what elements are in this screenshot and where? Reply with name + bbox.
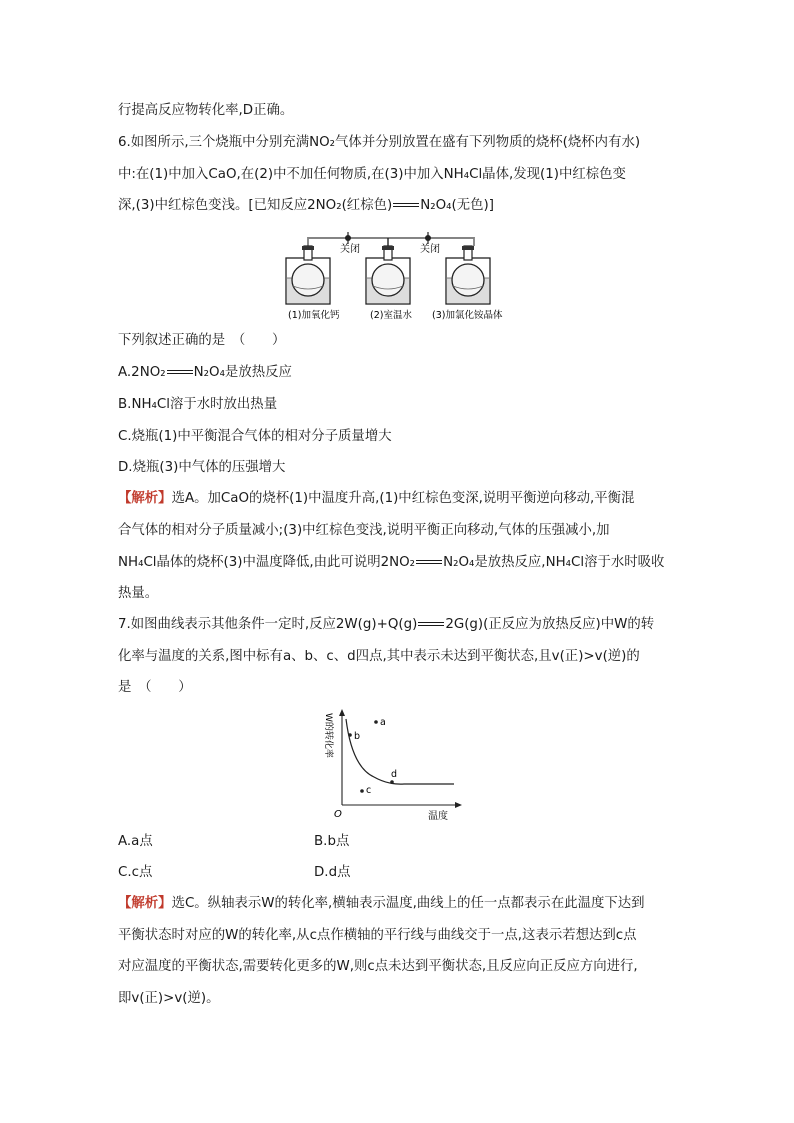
point-d	[390, 780, 394, 784]
equilibrium-arrow-icon	[393, 201, 419, 209]
text-fragment: N₂O₄(无色)]	[420, 198, 494, 213]
question-6-prompt: 下列叙述正确的是 （ ）	[118, 333, 286, 348]
equilibrium-arrow-icon	[416, 558, 442, 566]
text-line: 平衡状态时对应的W的转化率,从c点作横轴的平行线与曲线交于一点,这表示若想达到c点	[118, 928, 637, 943]
origin-label: O	[334, 809, 342, 820]
conversion-temperature-graph	[312, 705, 472, 823]
option-d: D.烧瓶(3)中气体的压强增大	[118, 460, 286, 475]
option-c: C.c点	[118, 865, 153, 880]
text-line: 即v(正)>v(逆)。	[118, 991, 220, 1006]
equilibrium-curve	[346, 719, 454, 784]
text-fragment: N₂O₄是放热反应,NH₄Cl溶于水时吸收	[443, 555, 665, 570]
question-6-stem: 6.如图所示,三个烧瓶中分别充满NO₂气体并分别放置在盛有下列物质的烧杯(烧杯内有水)	[118, 135, 641, 150]
beaker-2	[366, 246, 410, 304]
x-axis-arrow-icon	[455, 802, 462, 808]
text-line: 中:在(1)中加入CaO,在(2)中不加任何物质,在(3)中加入NH₄Cl晶体,发现(1)中红棕色变	[118, 167, 626, 182]
text-fragment: 选C。纵轴表示W的转化率,横轴表示温度,曲线上的任一点都表示在此温度下达到	[171, 896, 645, 911]
question-7-stem	[118, 616, 654, 634]
point-c	[360, 789, 364, 793]
text-line: 合气体的相对分子质量减小;(3)中红棕色变浅,说明平衡正向移动,气体的压强减小,加	[118, 523, 610, 538]
point-a-label: a	[380, 717, 386, 728]
y-axis-label: W的转化率	[323, 713, 333, 758]
text-line: 热量。	[118, 586, 159, 601]
text-line: 是 （ ）	[118, 680, 192, 695]
point-c-label: c	[366, 785, 372, 796]
x-axis-label: 温度	[428, 811, 448, 822]
analysis-tag: 【解析】	[118, 491, 172, 506]
text-line: 化率与温度的关系,图中标有a、b、c、d四点,其中表示未达到平衡状态,且v(正)>v(逆)的	[118, 649, 640, 664]
point-a	[374, 720, 378, 724]
analysis-6-line	[118, 490, 634, 508]
text-fragment: 2G(g)(正反应为放热反应)中W的转	[445, 617, 655, 632]
option-c: C.烧瓶(1)中平衡混合气体的相对分子质量增大	[118, 429, 392, 444]
option-a	[118, 364, 292, 382]
beaker-label-2: (2)室温水	[370, 310, 412, 321]
text-fragment: 选A。加CaO的烧杯(1)中温度升高,(1)中红棕色变深,说明平衡逆向移动,平衡混	[171, 491, 635, 506]
text-fragment: 7.如图曲线表示其他条件一定时,反应2W(g)+Q(g)	[118, 617, 418, 632]
valve-label-1: 关闭	[340, 244, 360, 255]
text-fragment: 深,(3)中红棕色变浅。[已知反应2NO₂(红棕色)	[118, 198, 393, 213]
y-axis-arrow-icon	[339, 709, 345, 716]
option-b: B.b点	[314, 834, 350, 849]
point-b	[348, 733, 352, 737]
analysis-7-line	[118, 895, 645, 913]
text-line: 对应温度的平衡状态,需要转化更多的W,则c点未达到平衡状态,且反应向正反应方向进行,	[118, 959, 638, 974]
point-d-label: d	[391, 769, 398, 780]
option-b: B.NH₄Cl溶于水时放出热量	[118, 397, 278, 412]
equilibrium-arrow-icon	[167, 368, 193, 376]
option-d: D.d点	[314, 865, 351, 880]
beaker-1	[286, 246, 330, 304]
analysis-tag: 【解析】	[118, 896, 172, 911]
point-b-label: b	[354, 731, 361, 742]
equilibrium-arrow-icon	[418, 620, 444, 628]
text-line: 行提高反应物转化率,D正确。	[118, 103, 294, 118]
option-a: A.a点	[118, 834, 153, 849]
beaker-3	[446, 246, 490, 304]
text-fragment: NH₄Cl晶体的烧杯(3)中温度降低,由此可说明2NO₂	[118, 555, 416, 570]
text-fragment: N₂O₄是放热反应	[193, 365, 292, 380]
beaker-label-3: (3)加氯化铵晶体	[432, 310, 503, 321]
beaker-label-1: (1)加氧化钙	[288, 310, 340, 321]
valve-label-2: 关闭	[420, 244, 440, 255]
text-fragment: A.2NO₂	[118, 365, 166, 380]
flask-apparatus-figure	[280, 228, 520, 324]
text-line	[118, 554, 664, 572]
text-line	[118, 197, 494, 215]
